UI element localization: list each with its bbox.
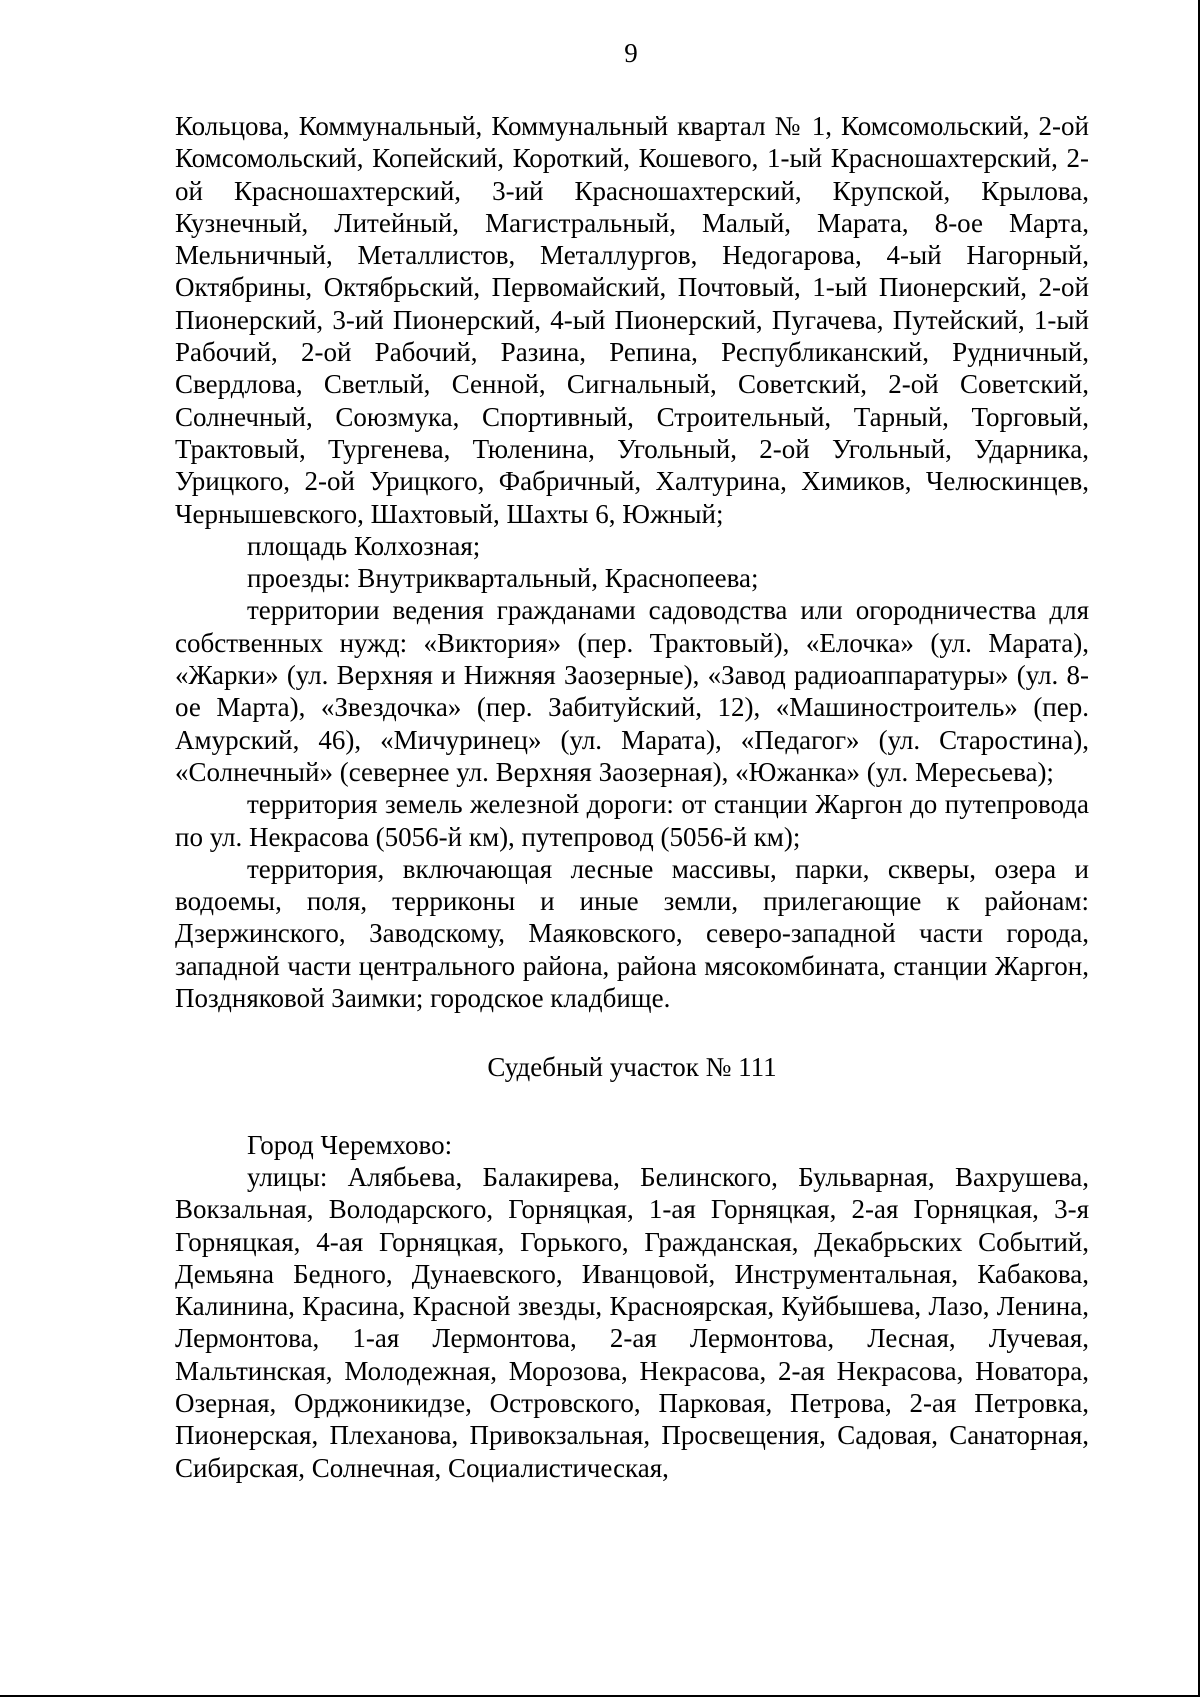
square-paragraph: площадь Колхозная; (247, 530, 481, 561)
other-territory-paragraph: территория, включающая лесные массивы, парки, скверы, озера и водоемы, поля, терриконы и иные земли, прилегающие к районам: Дзержинского, Заводскому, Маяковского, северо-западной части города, западной части центрального района, района мясокомбината, станции Жаргон, Поздняковой Заимки; городское кладбище. (175, 853, 1089, 1014)
passages-paragraph: проезды: Внутриквартальный, Краснопеева; (247, 563, 759, 594)
streets-paragraph: улицы: Алябьева, Балакирева, Белинского, Бульварная, Вахрушева, Вокзальная, Володарского, Горняцкая, 1-ая Горняцкая, 2-ая Горняцкая, 3-я Горняцкая, 4-ая Горняцкая, Горького, Гражданская, Декабрьских Событий, Демьяна Бедного, Дунаевского, Иванцовой, Инструментальная, Кабакова, Калинина, Красина, Красной звезды, Красноярская, Куйбышева, Лазо, Ленина, Лермонтова, 1-ая Лермонтова, 2-ая Лермонтова, Лесная, Лучевая, Мальтинская, Молодежная, Морозова, Некрасова, 2-ая Некрасова, Новатора, Озерная, Орджоникидзе, Островского, Парковая, Петрова, 2-ая Петровка, Пионерская, Плеханова, Привокзальная, Просвещения, Садовая, Санаторная, Сибирская, Солнечная, Социалистическая, (175, 1161, 1089, 1483)
gardening-territories-paragraph: территории ведения гражданами садоводства или огородничества для собственных нужд: «Виктория» (пер. Трактовый), «Елочка» (ул. Марата), «Жарки» (ул. Верхняя и Нижняя Заозерные), «Завод радиоаппаратуры» (ул. 8-ое Марта), «Звездочка» (пер. Забитуйский, 12), «Машиностроитель» (пер. Амурский, 46), «Мичуринец» (ул. Марата), «Педагог» (ул. Старостина), «Солнечный» (севернее ул. Верхняя Заозерная), «Южанка» (ул. Мересьева); (175, 595, 1089, 787)
section-heading: Судебный участок № 111 (487, 1052, 777, 1083)
city-paragraph: Город Черемхово: (247, 1129, 453, 1160)
streets-continued-paragraph: Кольцова, Коммунальный, Коммунальный квартал № 1, Комсомольский, 2-ой Комсомольский, Копейский, Короткий, Кошевого, 1-ый Красношахтерский, 2-ой Красношахтерский, 3-ий Красношахтерский, Крупской, Крылова, Кузнечный, Литейный, Магистральный, Малый, Марата, 8-ое Марта, Мельничный, Металлистов, Металлургов, Недогарова, 4-ый Нагорный, Октябрины, Октябрьский, Первомайский, Почтовый, 1-ый Пионерский, 2-ой Пионерский, 3-ий Пионерский, 4-ый Пионерский, Пугачева, Путейский, 1-ый Рабочий, 2-ой Рабочий, Разина, Репина, Республиканский, Рудничный, Свердлова, Светлый, Сенной, Сигнальный, Советский, 2-ой Советский, Солнечный, Союзмука, Спортивный, Строительный, Тарный, Торговый, Трактовый, Тургенева, Тюленина, Угольный, 2-ой Угольный, Ударника, Урицкого, 2-ой Урицкого, Фабричный, Халтурина, Химиков, Челюскинцев, Чернышевского, Шахтовый, Шахты 6, Южный; (175, 111, 1089, 529)
page-number: 9 (624, 38, 638, 68)
document-body (175, 110, 1089, 1484)
railway-territory-paragraph: территория земель железной дороги: от станции Жаргон до путепровода по ул. Некрасова (5056-й км), путепровод (5056-й км); (175, 789, 1089, 852)
